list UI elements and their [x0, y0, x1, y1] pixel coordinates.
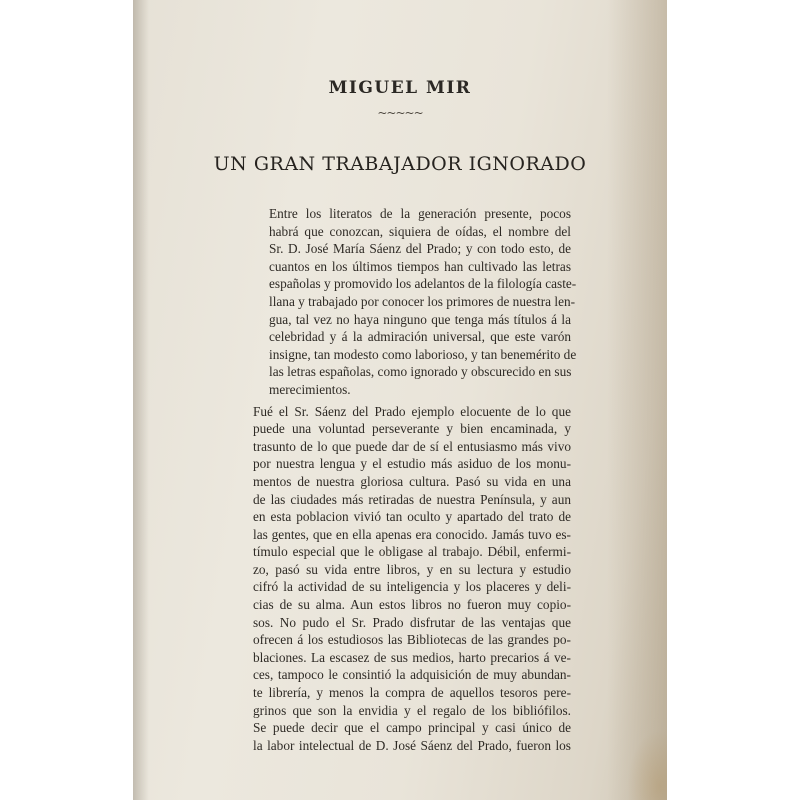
text-line: mentos de nuestra gloriosa cultura. Pasó su vida en una [253, 473, 571, 489]
ornament-divider: ~~~~~ [377, 106, 423, 120]
text-line: ces, tampoco le consintió la adquisición de muy abundan- [253, 667, 571, 683]
text-line: merecimientos. [269, 381, 351, 397]
text-line: las letras españolas, como ignorado y obscurecido en sus [269, 364, 572, 380]
page-stain [627, 730, 667, 800]
text-line: cifró la actividad de su inteligencia y los placeres y deli- [253, 579, 571, 595]
text-line: zo, pasó su vida entre libros, y en su lectura y estudio [253, 561, 571, 577]
text-line: ofrecen á los estudiosos las Bibliotecas de las grandes po- [253, 632, 571, 648]
text-line: puede una voluntad perseverante y bien encaminada, y [253, 421, 571, 437]
text-line: Fué el Sr. Sáenz del Prado ejemplo elocuente de lo que [253, 403, 571, 419]
text-line: llana y trabajado por conocer los primores de nuestra len- [269, 293, 576, 309]
text-line: cias de su alma. Aun estos libros no fueron muy copio- [253, 597, 571, 613]
text-line: sos. No pudo el Sr. Prado disfrutar de las ventajas que [253, 614, 571, 630]
text-line: cuantos en los últimos tiempos han cultivado las letras [269, 258, 571, 274]
text-line: insigne, tan modesto como laborioso, y tan benemérito de [269, 346, 577, 362]
text-line: Sr. D. José María Sáenz del Prado; y con todo esto, de [269, 241, 571, 257]
text-line: españolas y promovido los adelantos de la filología caste- [269, 276, 577, 292]
text-line: gua, tal vez no haya ninguno que tenga más títulos á la [269, 311, 571, 327]
paragraph-1 [239, 205, 577, 399]
text-line: por nuestra lengua y el estudio más asiduo de los monu- [253, 456, 571, 472]
chapter-title: UN GRAN TRABAJADOR IGNORADO [213, 153, 587, 175]
text-line: te librería, y menos la compra de aquellos tesoros pere- [253, 685, 571, 701]
text-line: habrá que conozcan, siquiera de oídas, el nombre del [269, 223, 571, 239]
text-line: Se puede decir que el campo principal y casi único de [253, 720, 571, 736]
body-text [239, 205, 577, 754]
text-line: tímulo especial que le obligase al trabajo. Débil, enfermi- [253, 544, 571, 560]
text-line: blaciones. La escasez de sus medios, harto precarios á ve- [253, 649, 571, 665]
text-line: las gentes, que en ella apenas era conocido. Jamás tuvo es- [253, 526, 571, 542]
text-line: celebridad y á la admiración universal, que este varón [269, 329, 571, 345]
text-line: la labor intelectual de D. José Sáenz del Prado, fueron los [253, 737, 571, 753]
text-line: grinos que son la envidia y el regalo de los bibliófilos. [253, 702, 571, 718]
author-name: MIGUEL MIR [328, 78, 472, 98]
text-line: de las ciudades más retiradas de nuestra Península, y aun [253, 491, 571, 507]
paragraph-2 [239, 403, 571, 755]
text-line: en esta poblacion vivió tan oculto y apartado del trato de [253, 509, 571, 525]
text-line: Entre los literatos de la generación presente, pocos [269, 206, 571, 221]
text-line: trasunto de lo que puede dar de sí el entusiasmo más vivo [253, 438, 571, 454]
book-page [133, 0, 667, 800]
